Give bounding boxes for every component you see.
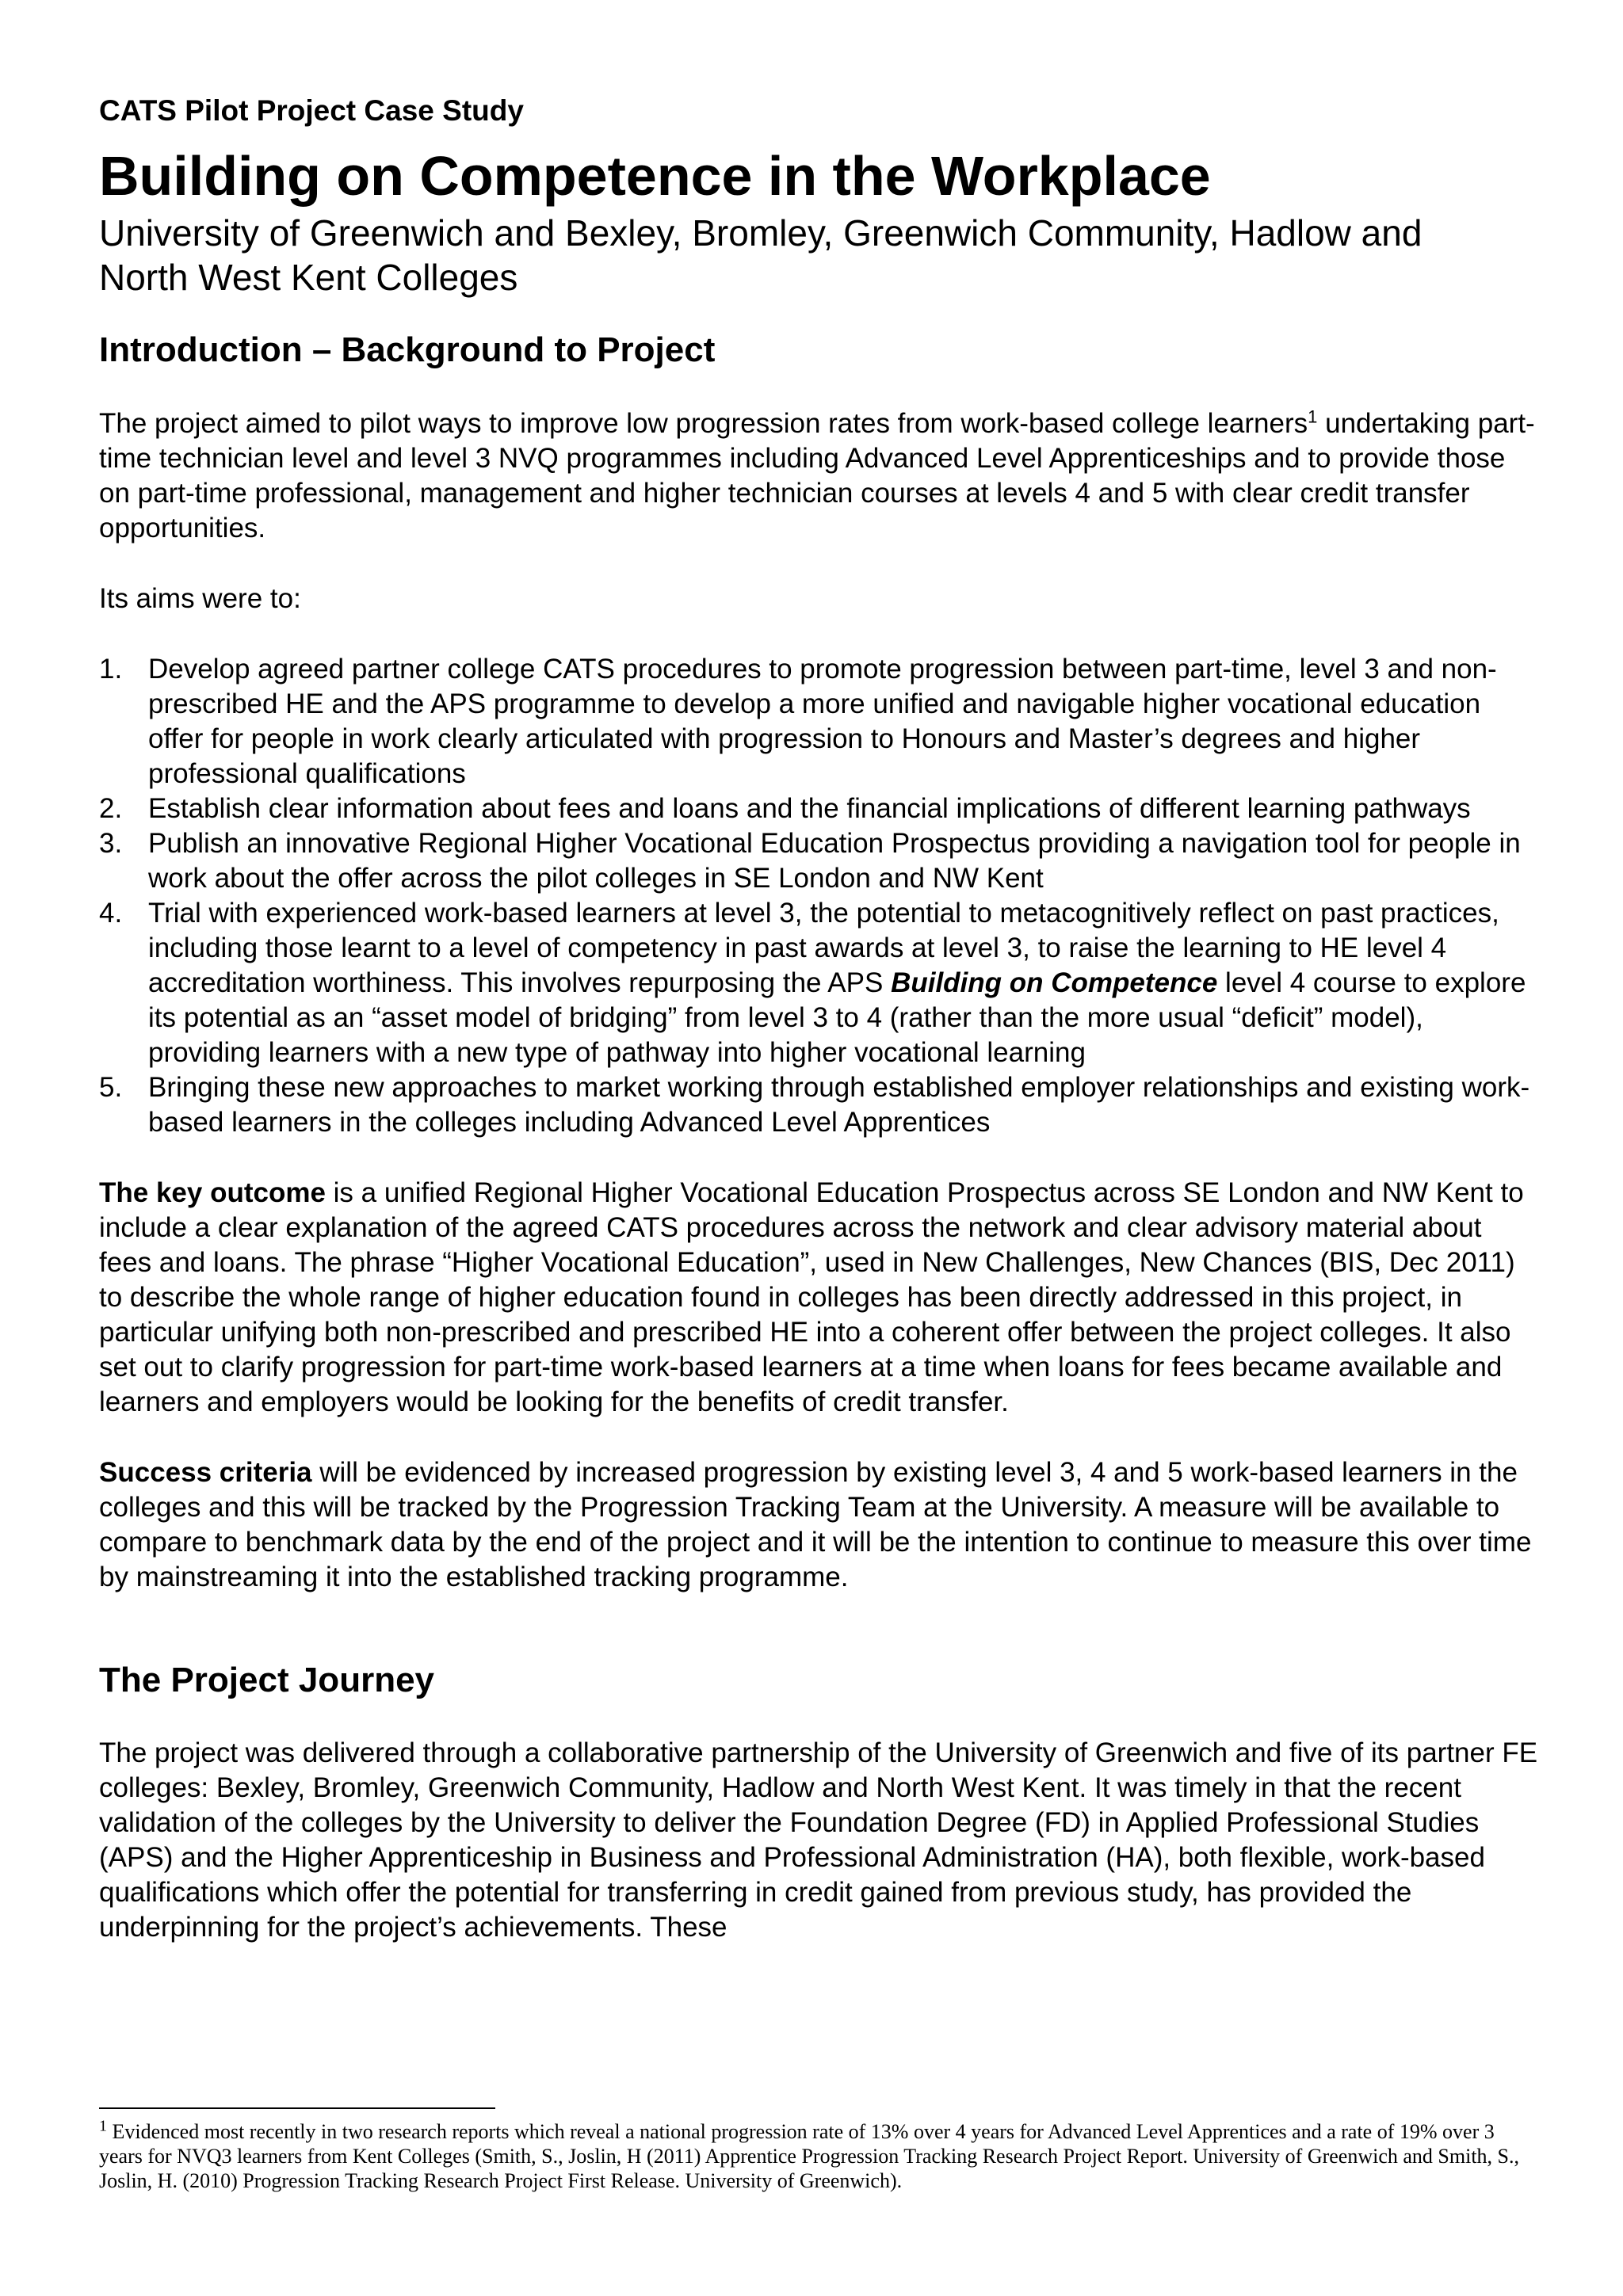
list-item <box>99 1070 1541 1140</box>
footnote-divider <box>99 2107 495 2109</box>
key-outcome-label: The key outcome <box>99 1177 326 1208</box>
intro-paragraph <box>99 406 1541 546</box>
list-item-text: Bringing these new approaches to market working through established employer relationships and existing work-based learners in the colleges including Advanced Level Apprentices <box>148 1071 1530 1138</box>
footnote-mark: 1 <box>99 2117 107 2135</box>
document-page <box>99 93 1541 1945</box>
intro-paragraph-text: The project aimed to pilot ways to improve low progression rates from work-based college learners <box>99 407 1308 439</box>
list-item-text: Trial with experienced work-based learners at level 3, the potential to metacognitively reflect on past practices, including those learnt to a level of competency in past awards at level 3, to raise the learning to HE level 4 accreditation worthiness. This involves repurposing the APS <box>148 897 1499 998</box>
list-number: 2. <box>99 792 123 824</box>
success-criteria-paragraph <box>99 1455 1541 1595</box>
document-kicker: CATS Pilot Project Case Study <box>99 94 524 127</box>
intro-paragraph-text-rest: undertaking part-time technician level and level 3 NVQ programmes including Advanced Level Apprenticeships and to provide those on part-time professional, management and higher technician courses at levels 4 and 5 with clear credit transfer opportunities. <box>99 407 1535 543</box>
list-number: 3. <box>99 827 123 859</box>
list-item-text: Establish clear information about fees and loans and the financial implications of different learning pathways <box>148 792 1471 824</box>
success-criteria-text: will be evidenced by increased progression by existing level 3, 4 and 5 work-based learners in the colleges and this will be tracked by the Progression Tracking Team at the University. A measure will be available to compare to benchmark data by the end of the project and it will be the intention to continue to measure this over time by mainstreaming it into the established tracking programme. <box>99 1456 1532 1592</box>
aims-lead: Its aims were to: <box>99 582 301 614</box>
journey-heading: The Project Journey <box>99 1660 435 1699</box>
key-outcome-paragraph <box>99 1176 1541 1420</box>
list-item <box>99 791 1541 826</box>
key-outcome-text: is a unified Regional Higher Vocational Education Prospectus across SE London and NW Kent to include a clear explanation of the agreed CATS procedures across the network and clear advisory material about fees and loans. The phrase “Higher Vocational Education”, used in New Challenges, New Chances (BIS, Dec 2011) to describe the whole range of higher education found in colleges has been directly addressed in this project, in particular unifying both non-prescribed and prescribed HE into a coherent offer between the project colleges. It also set out to clarify progression for part-time work-based learners at a time when loans for fees became available and learners and employers would be looking for the benefits of credit transfer. <box>99 1177 1524 1417</box>
subtitle-line: North West Kent Colleges <box>99 256 518 298</box>
list-number: 4. <box>99 897 123 929</box>
list-number: 1. <box>99 653 123 685</box>
subtitle-line: University of Greenwich and Bexley, Bromley, Greenwich Community, Hadlow and <box>99 212 1423 254</box>
emphasis-course-title: Building on Competence <box>891 967 1218 998</box>
list-number: 5. <box>99 1071 123 1103</box>
success-criteria-label: Success criteria <box>99 1456 312 1488</box>
list-item-text: Develop agreed partner college CATS procedures to promote progression between part-time, level 3 and non-prescribed HE and the APS programme to develop a more unified and navigable higher vocational education offer for people in work clearly articulated with progression to Honours and Master’s degrees and higher professional qualifications <box>148 653 1497 789</box>
document-title: Building on Competence in the Workplace <box>99 145 1211 208</box>
list-item <box>99 896 1541 1070</box>
document-subtitle <box>99 212 1541 299</box>
list-item <box>99 652 1541 791</box>
footnote <box>99 2119 1541 2193</box>
footnote-text: Evidenced most recently in two research reports which reveal a national progression rate of 13% over 4 years for Advanced Level Apprentices and a rate of 19% over 3 years for NVQ3 learners from Kent Colleges (Smith, S., Joslin, H (2011) Apprentice Progression Tracking Research Project Report. University of Greenwich and Smith, S., Joslin, H. (2010) Progression Tracking Research Project First Release. University of Greenwich). <box>99 2120 1520 2192</box>
footnote-reference: 1 <box>1308 406 1318 426</box>
aims-list <box>99 652 1541 1140</box>
list-item <box>99 826 1541 896</box>
intro-heading: Introduction – Background to Project <box>99 330 716 369</box>
list-item-text-rest: level 4 course to explore its potential as an “asset model of bridging” from level 3 to 4 (rather than the more usual “deficit” model), providing learners with a new type of pathway into higher vocational learning <box>148 967 1526 1068</box>
journey-paragraph: The project was delivered through a collaborative partnership of the University of Greenwich and five of its partner FE colleges: Bexley, Bromley, Greenwich Community, Hadlow and North West Kent. It was timely in that the recent validation of the colleges by the University to deliver the Foundation Degree (FD) in Applied Professional Studies (APS) and the Higher Apprenticeship in Business and Professional Administration (HA), both flexible, work-based qualifications which offer the potential for transferring in credit gained from previous study, has provided the underpinning for the project’s achievements. These <box>99 1737 1538 1943</box>
list-item-text: Publish an innovative Regional Higher Vocational Education Prospectus providing a navigation tool for people in work about the offer across the pilot colleges in SE London and NW Kent <box>148 827 1521 894</box>
